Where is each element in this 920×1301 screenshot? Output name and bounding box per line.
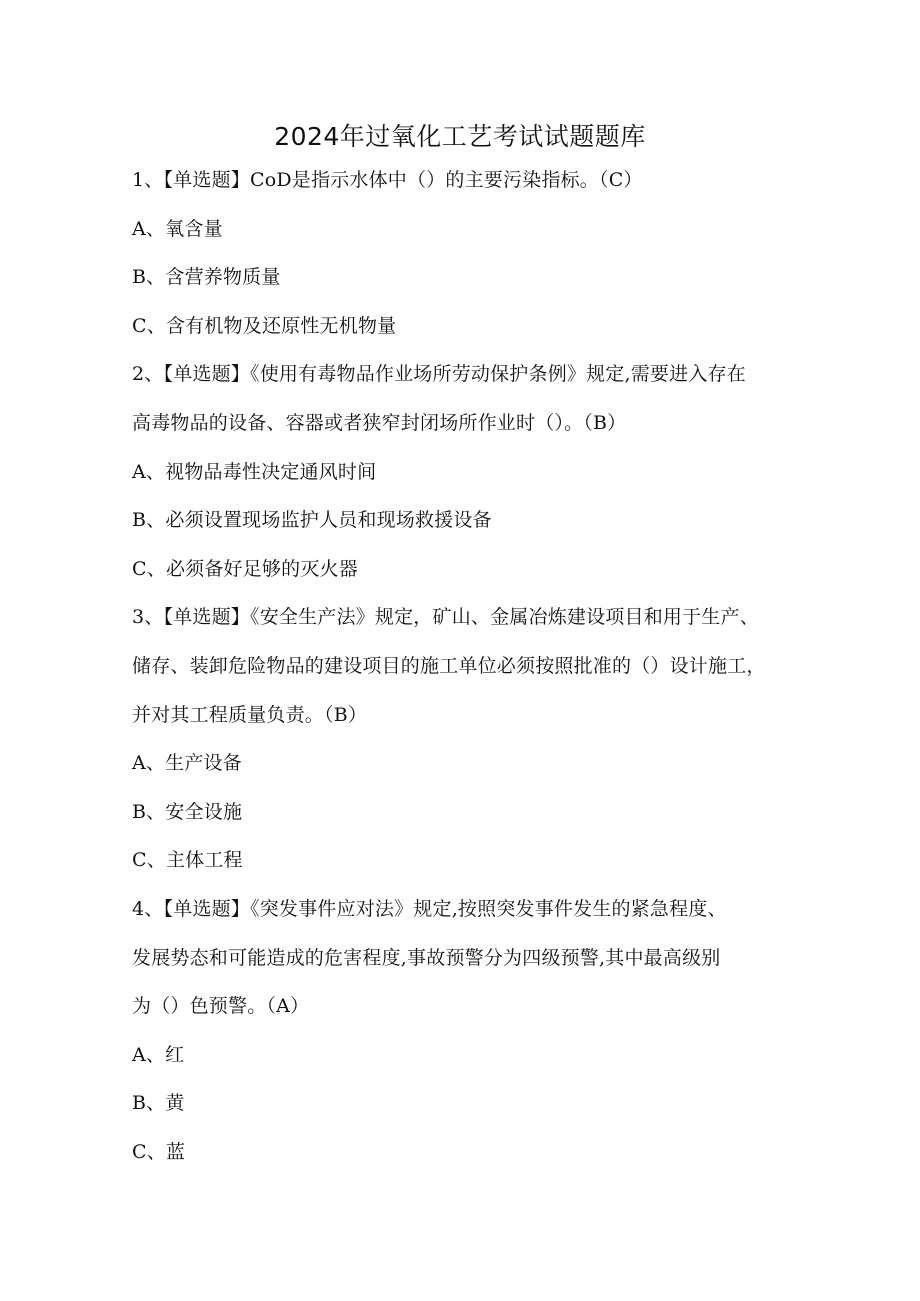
question-4-stem-line-2: 发展势态和可能造成的危害程度,事故预警分为四级预警,其中最高级别 [132,946,721,969]
question-3-option-c: C、主体工程 [132,849,243,872]
question-3-stem-line-1: 3、【单选题】《安全生产法》规定，矿山、金属冶炼建设项目和用于生产、 [132,606,759,629]
question-2 [132,362,812,580]
question-2-option-b: B、必须设置现场监护人员和现场救援设备 [132,509,492,532]
question-4-option-c: C、蓝 [132,1140,186,1163]
question-list [132,168,812,1188]
question-4 [132,897,812,1164]
question-1-option-b: B、含营养物质量 [132,266,281,289]
question-3-stem-line-2: 储存、装卸危险物品的建设项目的施工单位必须按照批准的（）设计施工， [132,654,766,677]
question-3-stem-line-3: 并对其工程质量负责。（B） [132,703,368,726]
question-2-option-a: A、视物品毒性决定通风时间 [132,460,377,483]
question-3-option-b: B、安全设施 [132,800,243,823]
question-1-option-a: A、氧含量 [132,217,223,240]
question-2-stem-line-1: 2、【单选题】《使用有毒物品作业场所劳动保护条例》规定,需要进入存在 [132,363,746,386]
question-3 [132,605,812,872]
question-4-option-b: B、黄 [132,1092,185,1115]
question-4-stem-line-1: 4、【单选题】《突发事件应对法》规定,按照突发事件发生的紧急程度、 [132,897,727,920]
document-title: 2024年过氧化工艺考试试题题库 [274,122,646,151]
question-1 [132,168,812,338]
question-2-stem-line-2: 高毒物品的设备、容器或者狭窄封闭场所作业时（）。（B） [132,411,627,434]
question-4-stem-line-3: 为（）色预警。（A） [132,995,310,1018]
question-4-option-a: A、红 [132,1043,185,1066]
question-1-option-c: C、含有机物及还原性无机物量 [132,314,397,337]
question-1-stem: 1、【单选题】CoD是指示水体中（）的主要污染指标。（C） [132,169,643,191]
question-2-option-c: C、必须备好足够的灭火器 [132,557,358,580]
question-3-option-a: A、生产设备 [132,752,242,775]
